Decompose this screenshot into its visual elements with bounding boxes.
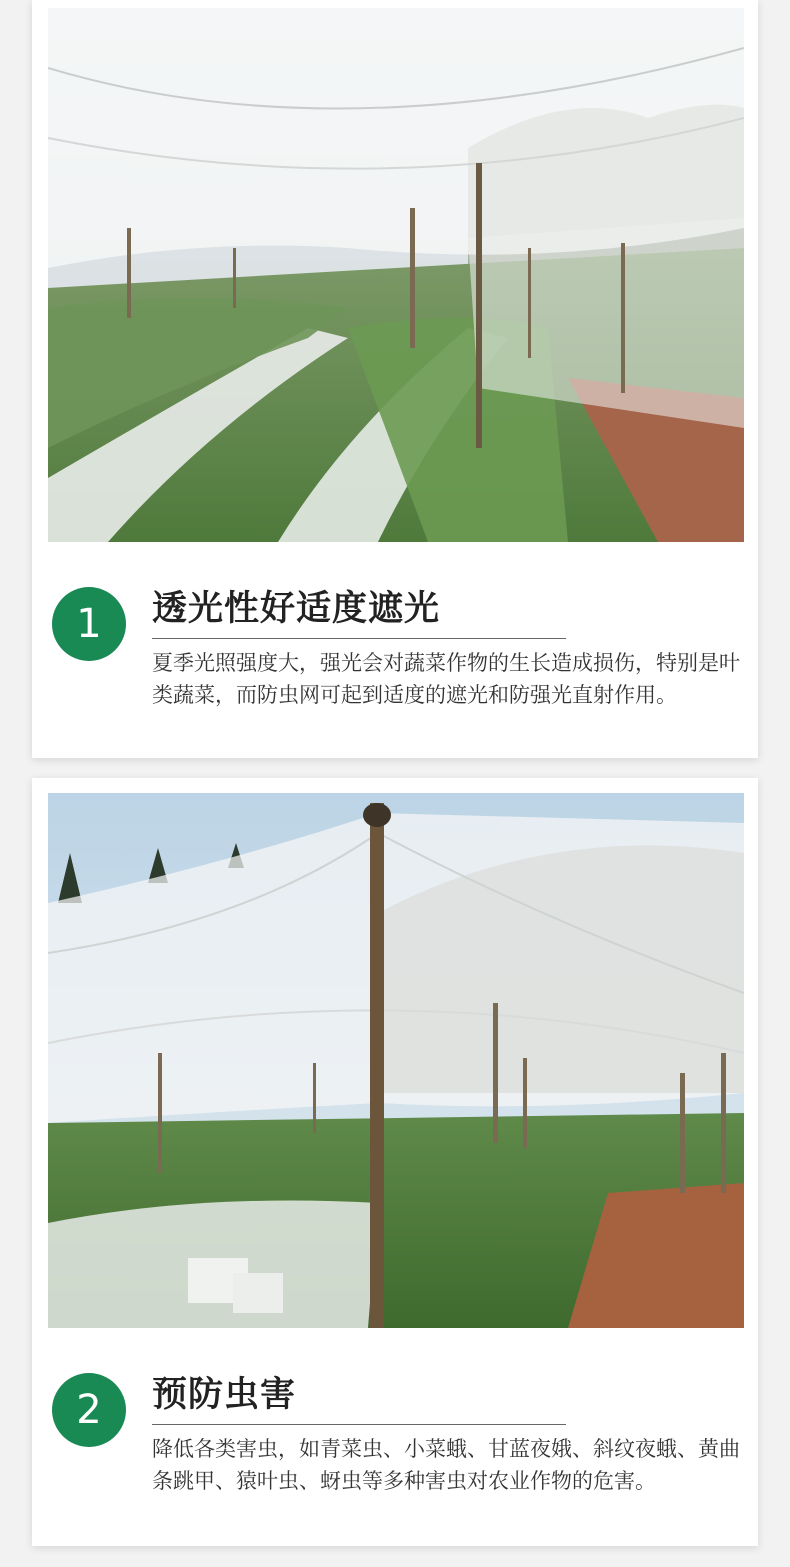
section-title: 预防虫害 — [152, 1375, 297, 1415]
section-description: 降低各类害虫，如青菜虫、小菜蛾、甘蓝夜娥、斜纹夜蛾、黄曲条跳甲、猿叶虫、蚜虫等多种害虫对农业作物的危害。 — [152, 1437, 740, 1493]
step-number-badge: 2 — [52, 1373, 126, 1447]
step-number-badge: 1 — [52, 587, 126, 661]
feature-card-2 — [32, 778, 758, 1546]
section-title: 透光性好适度遮光 — [152, 589, 441, 629]
insect-net-greenhouse-photo-1 — [48, 8, 744, 542]
section-description: 夏季光照强度大，强光会对蔬菜作物的生长造成损伤，特别是叶类蔬菜，而防虫网可起到适度的遮光和防强光直射作用。 — [152, 651, 740, 707]
insect-net-greenhouse-photo-2 — [48, 793, 744, 1328]
title-divider — [152, 638, 566, 639]
feature-card-1 — [32, 0, 758, 758]
title-divider — [152, 1424, 566, 1425]
